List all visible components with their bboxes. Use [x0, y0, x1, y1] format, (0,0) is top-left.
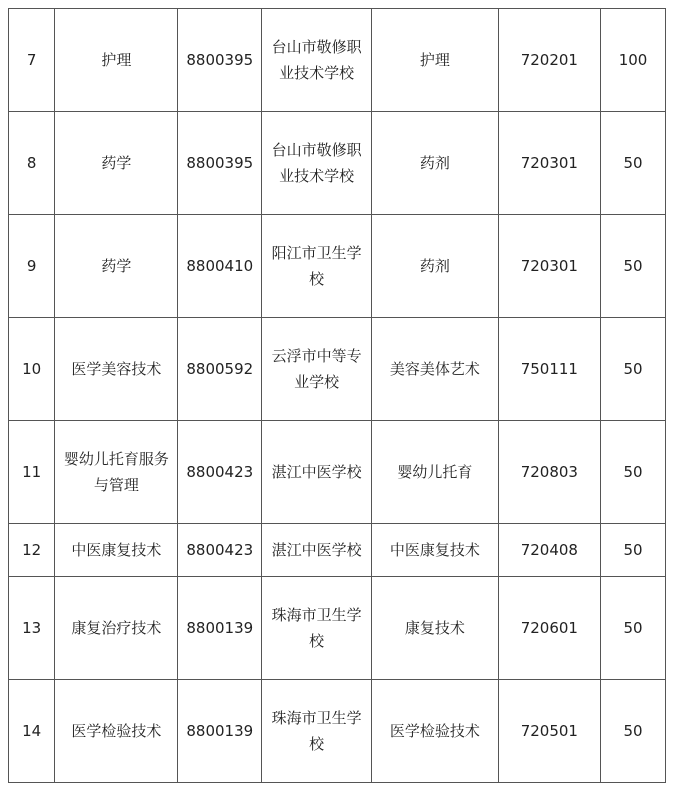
table-row: [9, 112, 666, 215]
school-code: 8800423: [178, 421, 262, 524]
major-code: 720408: [498, 524, 600, 577]
enrollment-count: 50: [601, 318, 666, 421]
school-name: 湛江中医学校: [262, 421, 372, 524]
secondary-major: 医学检验技术: [372, 680, 499, 783]
row-number: 8: [9, 112, 55, 215]
row-number: 7: [9, 9, 55, 112]
secondary-major: 药剂: [372, 215, 499, 318]
table-row: [9, 421, 666, 524]
table-row: [9, 524, 666, 577]
secondary-major: 美容美体艺术: [372, 318, 499, 421]
major-code: 720301: [498, 112, 600, 215]
table-row: [9, 215, 666, 318]
major-name: 医学美容技术: [55, 318, 178, 421]
enrollment-count: 50: [601, 421, 666, 524]
school-code: 8800592: [178, 318, 262, 421]
secondary-major: 康复技术: [372, 577, 499, 680]
enrollment-count: 50: [601, 524, 666, 577]
major-name: 护理: [55, 9, 178, 112]
school-code: 8800423: [178, 524, 262, 577]
major-code: 720803: [498, 421, 600, 524]
major-code: 720601: [498, 577, 600, 680]
school-name: 珠海市卫生学校: [262, 577, 372, 680]
row-number: 14: [9, 680, 55, 783]
school-name: 台山市敬修职业技术学校: [262, 9, 372, 112]
school-name: 台山市敬修职业技术学校: [262, 112, 372, 215]
major-name: 药学: [55, 215, 178, 318]
major-name: 婴幼儿托育服务与管理: [55, 421, 178, 524]
major-name: 医学检验技术: [55, 680, 178, 783]
major-name: 药学: [55, 112, 178, 215]
secondary-major: 中医康复技术: [372, 524, 499, 577]
major-code: 720501: [498, 680, 600, 783]
major-name: 中医康复技术: [55, 524, 178, 577]
table-row: [9, 680, 666, 783]
major-code: 750111: [498, 318, 600, 421]
school-name: 阳江市卫生学校: [262, 215, 372, 318]
enrollment-count: 50: [601, 215, 666, 318]
row-number: 12: [9, 524, 55, 577]
secondary-major: 婴幼儿托育: [372, 421, 499, 524]
school-code: 8800395: [178, 9, 262, 112]
enrollment-count: 50: [601, 112, 666, 215]
school-name: 珠海市卫生学校: [262, 680, 372, 783]
secondary-major: 药剂: [372, 112, 499, 215]
school-code: 8800410: [178, 215, 262, 318]
row-number: 10: [9, 318, 55, 421]
row-number: 9: [9, 215, 55, 318]
school-code: 8800139: [178, 577, 262, 680]
enrollment-count: 100: [601, 9, 666, 112]
row-number: 13: [9, 577, 55, 680]
major-name: 康复治疗技术: [55, 577, 178, 680]
school-name: 湛江中医学校: [262, 524, 372, 577]
enrollment-count: 50: [601, 680, 666, 783]
table-row: [9, 577, 666, 680]
major-code: 720201: [498, 9, 600, 112]
row-number: 11: [9, 421, 55, 524]
school-code: 8800139: [178, 680, 262, 783]
school-code: 8800395: [178, 112, 262, 215]
data-table: [8, 8, 666, 783]
enrollment-count: 50: [601, 577, 666, 680]
table-row: [9, 9, 666, 112]
school-name: 云浮市中等专业学校: [262, 318, 372, 421]
table-row: [9, 318, 666, 421]
major-code: 720301: [498, 215, 600, 318]
secondary-major: 护理: [372, 9, 499, 112]
